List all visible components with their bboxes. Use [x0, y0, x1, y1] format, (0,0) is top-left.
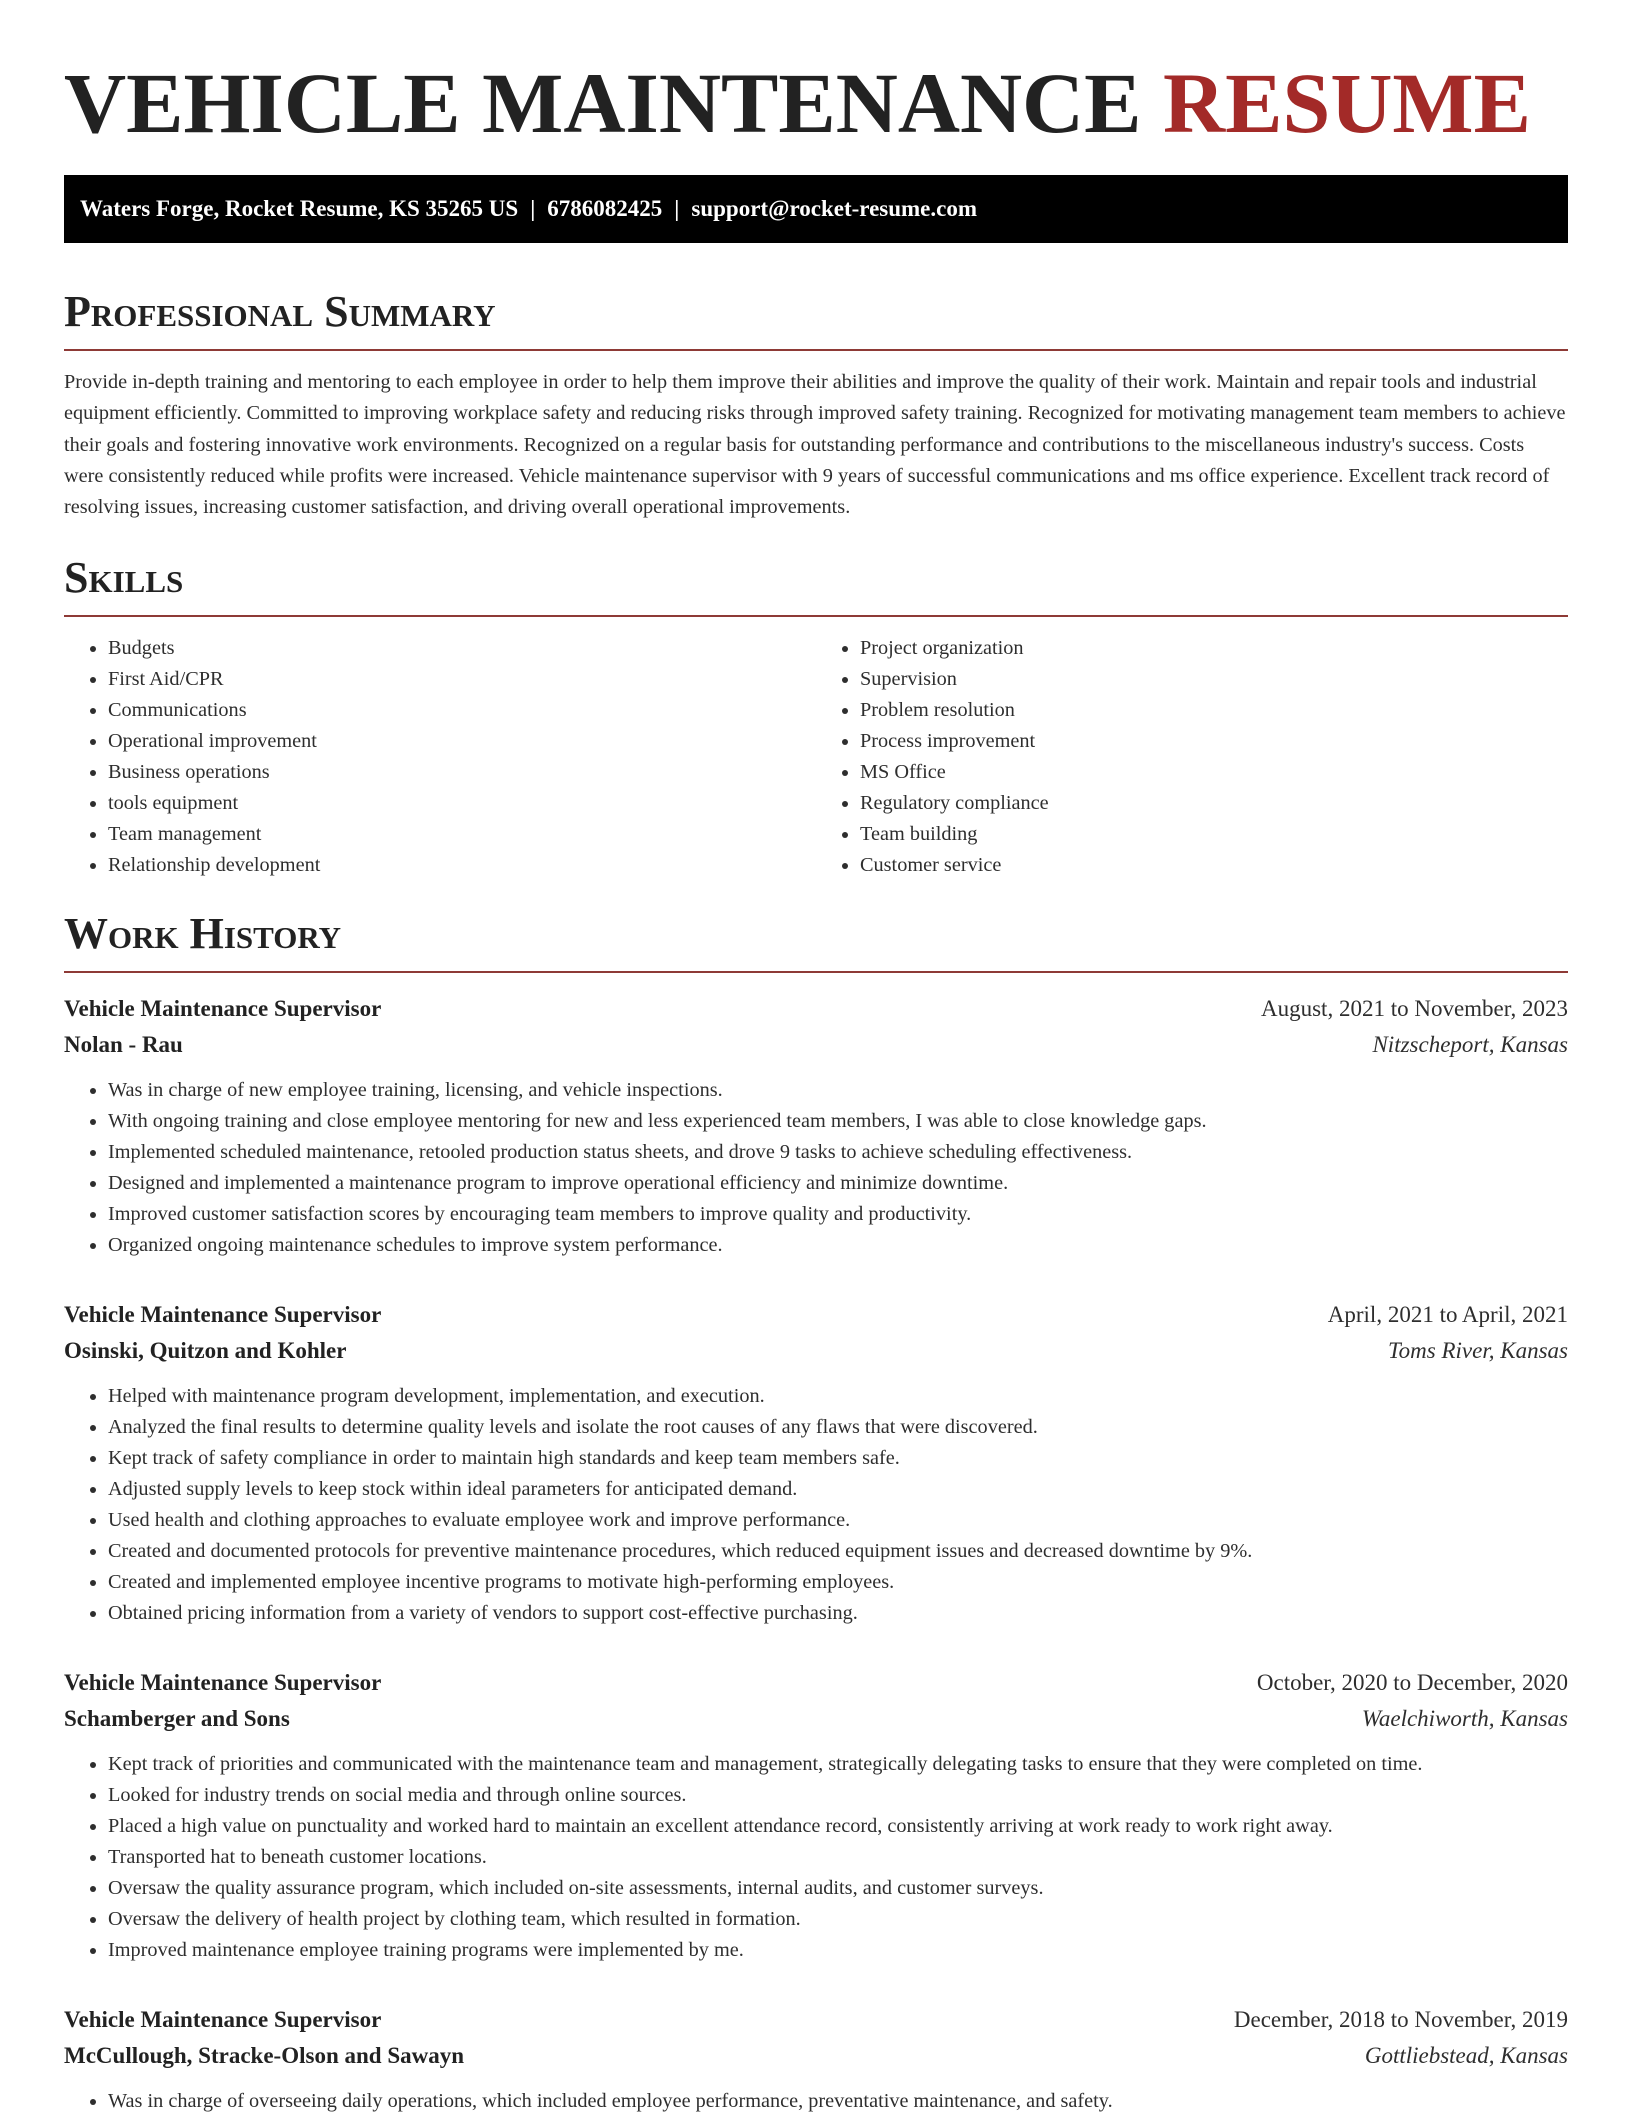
skill-item: • Project organization	[860, 633, 1568, 664]
job-bullets	[64, 1075, 1568, 1261]
job-entry	[64, 991, 1568, 1261]
contact-address: Waters Forge, Rocket Resume, KS 35265 US	[80, 196, 519, 221]
job-bullet: • Helped with maintenance program development, implementation, and execution.	[108, 1381, 1568, 1412]
contact-phone: 6786082425	[547, 196, 663, 221]
job-dates: April, 2021 to April, 2021	[1327, 1302, 1568, 1328]
job-bullet: • Oversaw the quality assurance program, which included on-site assessments, internal audits, and customer surveys.	[108, 1873, 1568, 1904]
title-main: VEHICLE MAINTENANCE	[64, 55, 1164, 151]
skill-item: • Team building	[860, 819, 1568, 850]
job-entry	[64, 2002, 1568, 2112]
job-bullet: • Oversaw the delivery of health project by clothing team, which resulted in formation.	[108, 1904, 1568, 1935]
job-bullet: • Transported hat to beneath customer locations.	[108, 1842, 1568, 1873]
skill-item: • Regulatory compliance	[860, 788, 1568, 819]
job-company-row	[64, 1701, 1568, 1737]
skill-item: • Relationship development	[108, 850, 816, 881]
job-location: Waelchiworth, Kansas	[1361, 1706, 1568, 1732]
job-bullet: • Looked for industry trends on social media and through online sources.	[108, 1780, 1568, 1811]
skill-item: • Customer service	[860, 850, 1568, 881]
job-header-row	[64, 991, 1568, 1027]
job-location: Nitzscheport, Kansas	[1372, 1032, 1568, 1058]
skills-column-left	[64, 633, 816, 881]
job-location: Gottliebstead, Kansas	[1364, 2043, 1568, 2069]
job-header-row	[64, 1665, 1568, 1701]
skill-item: • MS Office	[860, 757, 1568, 788]
skills-heading: Skills	[64, 553, 1568, 617]
skill-item: • Business operations	[108, 757, 816, 788]
job-bullet: • Analyzed the final results to determine quality levels and isolate the root causes of any flaws that were discovered.	[108, 1412, 1568, 1443]
job-bullet: • Designed and implemented a maintenance program to improve operational efficiency and minimize downtime.	[108, 1168, 1568, 1199]
job-header-row	[64, 2002, 1568, 2038]
skill-item: • Operational improvement	[108, 726, 816, 757]
work-history-heading: Work History	[64, 909, 1568, 973]
job-bullet: • Created and implemented employee incentive programs to motivate high-performing employees.	[108, 1567, 1568, 1598]
contact-email: support@rocket-resume.com	[691, 196, 978, 221]
job-bullet: • Was in charge of overseeing daily operations, which included employee performance, preventative maintenance, and safety.	[108, 2086, 1568, 2112]
job-bullet: • Organized ongoing maintenance schedules to improve system performance.	[108, 1230, 1568, 1261]
job-bullet: • Obtained pricing information from a variety of vendors to support cost-effective purchasing.	[108, 1598, 1568, 1629]
job-title: Vehicle Maintenance Supervisor	[64, 1670, 382, 1696]
contact-separator: |	[530, 196, 536, 221]
job-company-row	[64, 2038, 1568, 2074]
job-bullets	[64, 1749, 1568, 1966]
skill-item: • Supervision	[860, 664, 1568, 695]
skills-list	[64, 633, 1568, 881]
job-bullet: • Kept track of priorities and communicated with the maintenance team and management, strategically delegating tasks to ensure that they were completed on time.	[108, 1749, 1568, 1780]
job-title: Vehicle Maintenance Supervisor	[64, 996, 382, 1022]
job-header-row	[64, 1297, 1568, 1333]
work-history-list	[64, 991, 1568, 2112]
contact-separator: |	[674, 196, 680, 221]
skill-item: • tools equipment	[108, 788, 816, 819]
job-company: Osinski, Quitzon and Kohler	[64, 1338, 347, 1364]
job-dates: October, 2020 to December, 2020	[1256, 1670, 1568, 1696]
summary-text: Provide in-depth training and mentoring to each employee in order to help them improve their abilities and improve the quality of their work. Maintain and repair tools and industrial equipment efficiently. Committed to improving workplace safety and reducing risks through improved safety training. Recognized for motivating management team members to achieve their goals and fostering innovative work environments. Recognized on a regular basis for outstanding performance and contributions to the miscellaneous industry's success. Costs were consistently reduced while profits were increased. Vehicle maintenance supervisor with 9 years of successful communications and ms office experience. Excellent track record of resolving issues, increasing customer satisfaction, and driving overall operational improvements.	[64, 371, 1566, 519]
skill-item: • Budgets	[108, 633, 816, 664]
job-location: Toms River, Kansas	[1388, 1338, 1568, 1364]
skill-item: • Problem resolution	[860, 695, 1568, 726]
job-bullet: • Improved maintenance employee training programs were implemented by me.	[108, 1935, 1568, 1966]
job-entry	[64, 1297, 1568, 1629]
job-bullet: • With ongoing training and close employee mentoring for new and less experienced team members, I was able to close knowledge gaps.	[108, 1106, 1568, 1137]
job-bullet: • Placed a high value on punctuality and worked hard to maintain an excellent attendance record, consistently arriving at work ready to work right away.	[108, 1811, 1568, 1842]
job-bullets	[64, 2086, 1568, 2112]
job-company: McCullough, Stracke-Olson and Sawayn	[64, 2043, 465, 2069]
job-title: Vehicle Maintenance Supervisor	[64, 1302, 382, 1328]
job-dates: December, 2018 to November, 2019	[1233, 2007, 1568, 2033]
job-company-row	[64, 1333, 1568, 1369]
job-bullet: • Implemented scheduled maintenance, retooled production status sheets, and drove 9 tasks to achieve scheduling effectiveness.	[108, 1137, 1568, 1168]
job-bullet: • Improved customer satisfaction scores by encouraging team members to improve quality and productivity.	[108, 1199, 1568, 1230]
skill-item: • Communications	[108, 695, 816, 726]
job-company: Nolan - Rau	[64, 1032, 183, 1058]
job-dates: August, 2021 to November, 2023	[1261, 996, 1568, 1022]
job-company: Schamberger and Sons	[64, 1706, 290, 1732]
resume-title	[64, 55, 1568, 151]
job-bullet: • Was in charge of new employee training, licensing, and vehicle inspections.	[108, 1075, 1568, 1106]
skill-item: • Process improvement	[860, 726, 1568, 757]
summary-heading: Professional Summary	[64, 287, 1568, 351]
job-bullet: • Created and documented protocols for preventive maintenance procedures, which reduced equipment issues and decreased downtime by 9%.	[108, 1536, 1568, 1567]
skill-item: • First Aid/CPR	[108, 664, 816, 695]
job-bullet: • Kept track of safety compliance in order to maintain high standards and keep team members safe.	[108, 1443, 1568, 1474]
job-title: Vehicle Maintenance Supervisor	[64, 2007, 382, 2033]
job-entry	[64, 1665, 1568, 1966]
skill-item: • Team management	[108, 819, 816, 850]
job-bullet: • Adjusted supply levels to keep stock within ideal parameters for anticipated demand.	[108, 1474, 1568, 1505]
job-bullet: • Used health and clothing approaches to evaluate employee work and improve performance.	[108, 1505, 1568, 1536]
skills-column-right	[816, 633, 1568, 881]
title-accent: RESUME	[1163, 55, 1531, 151]
job-company-row	[64, 1027, 1568, 1063]
job-bullets	[64, 1381, 1568, 1629]
contact-bar	[64, 175, 1568, 243]
